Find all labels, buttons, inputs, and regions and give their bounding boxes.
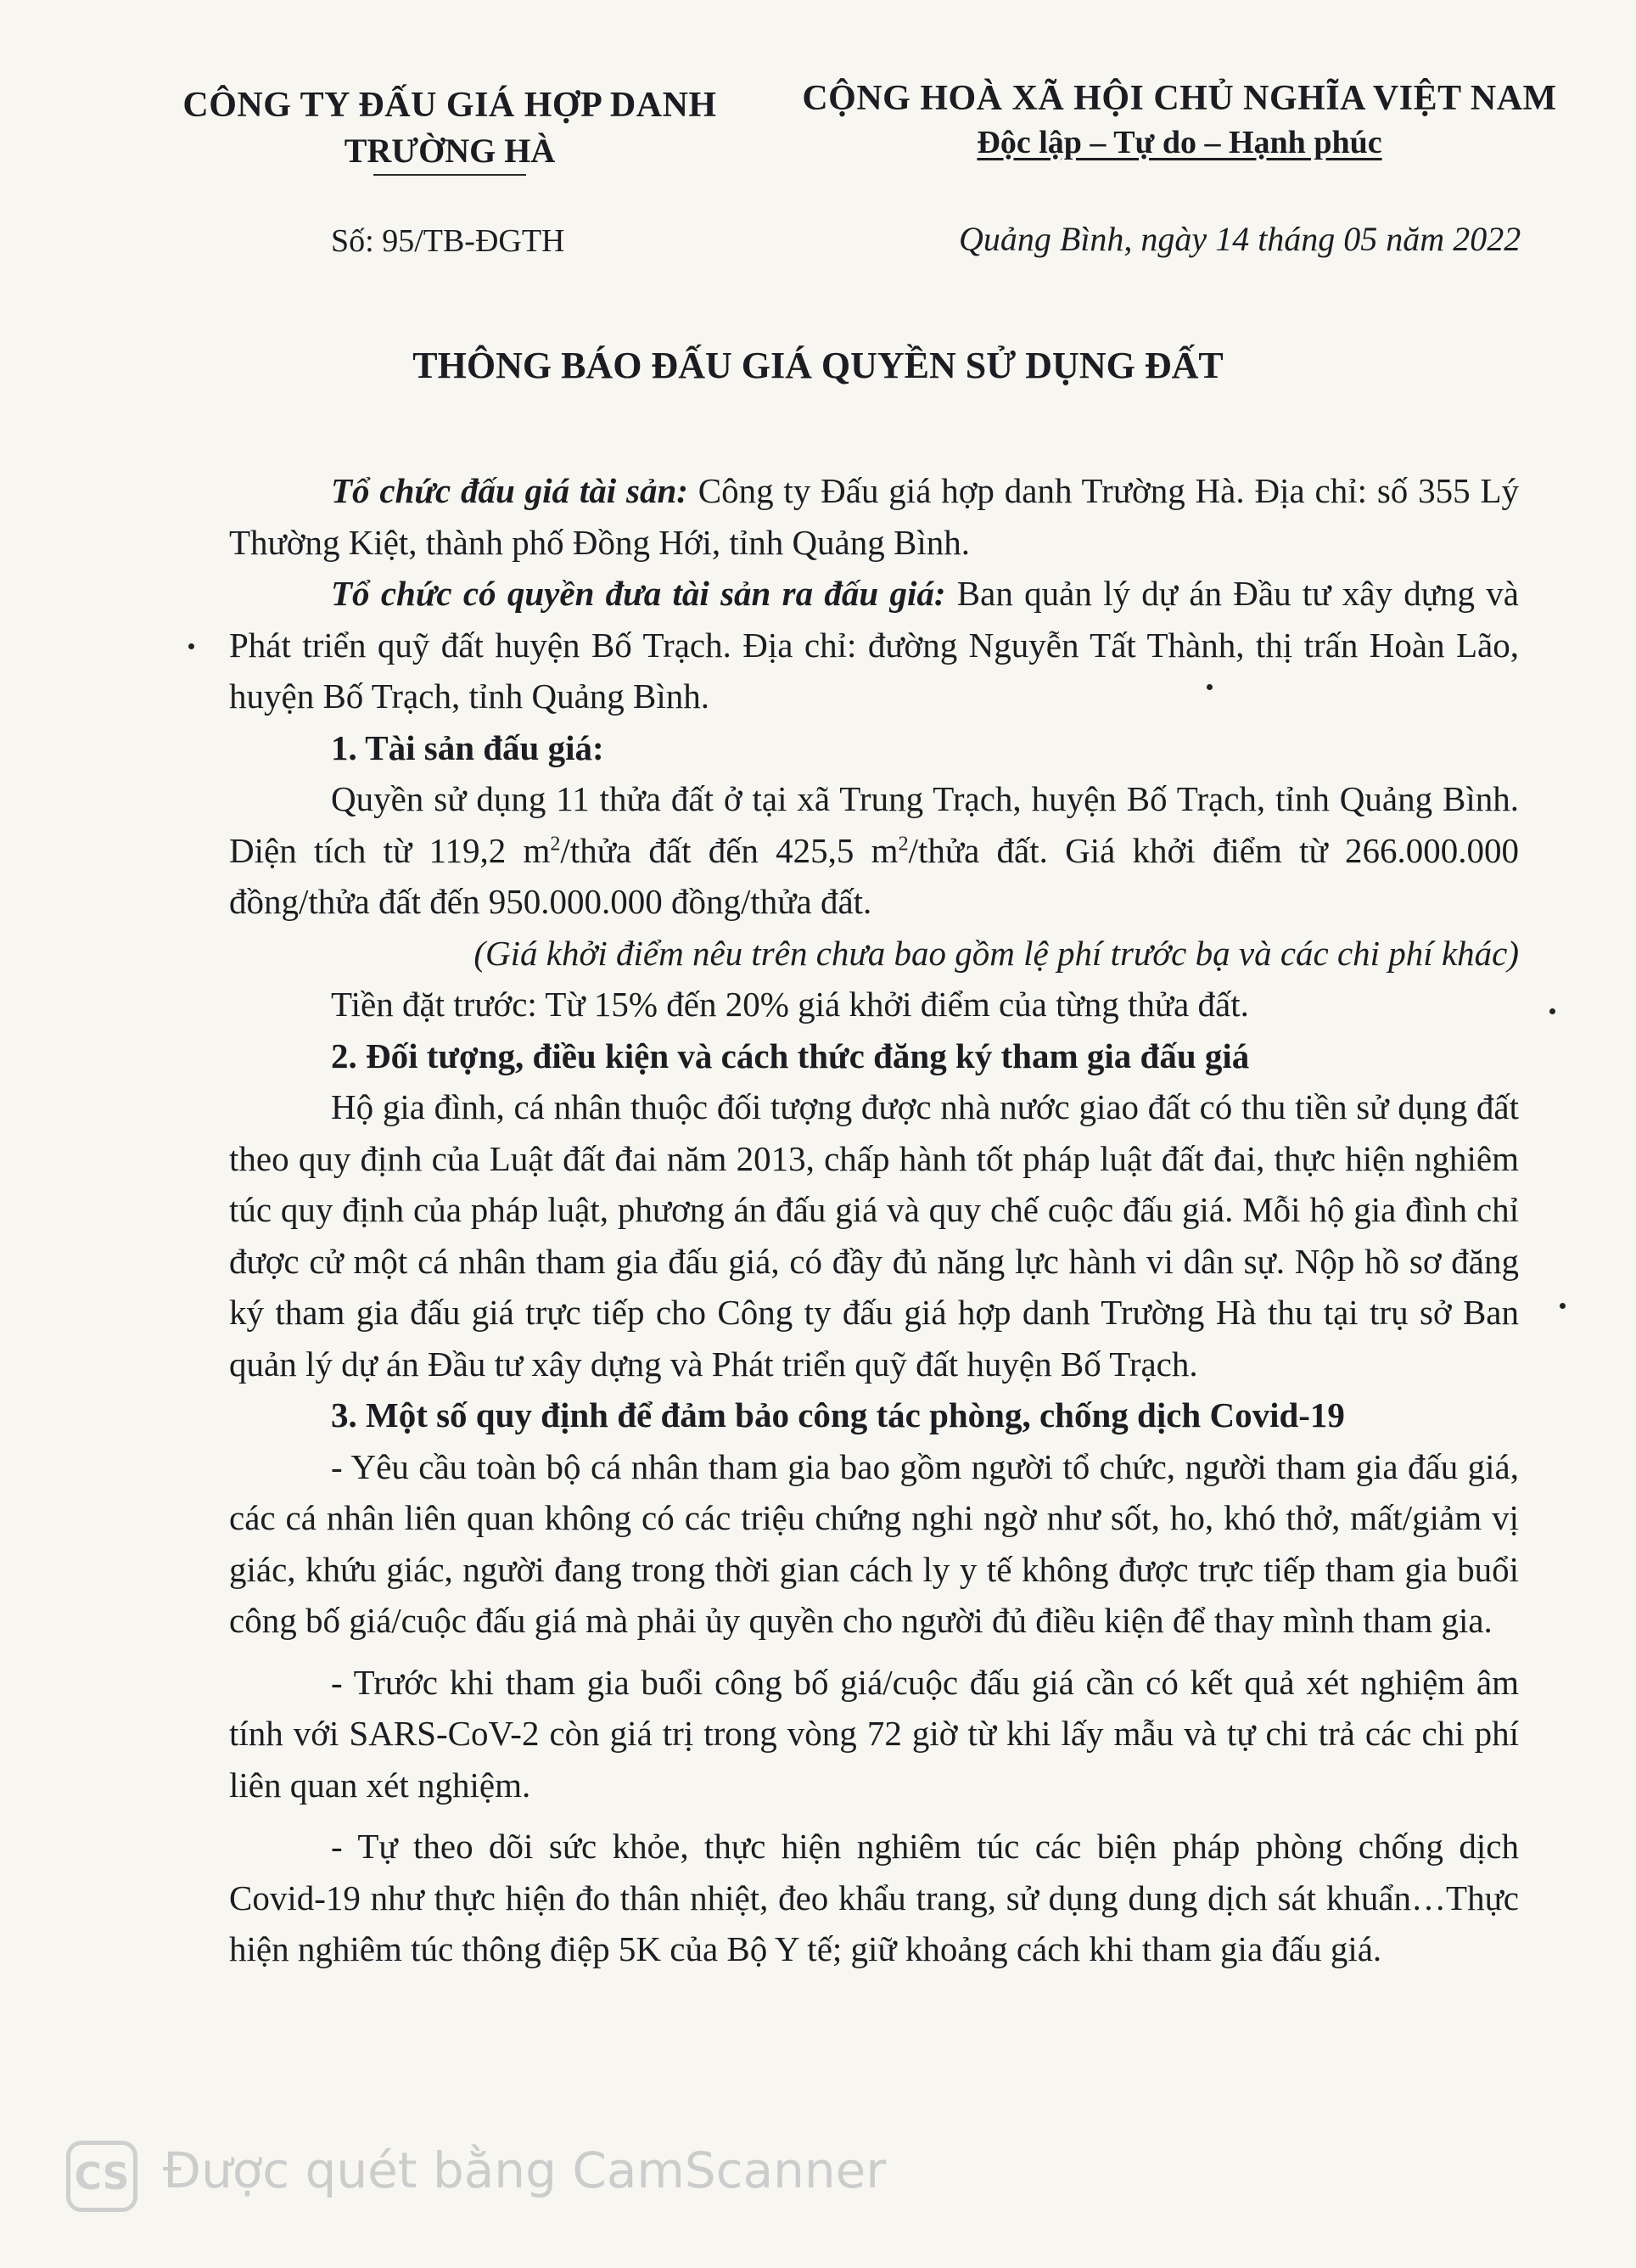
org-underline <box>373 174 526 176</box>
camscanner-logo-icon: CS <box>66 2141 137 2212</box>
section-1-deposit: Tiền đặt trước: Từ 15% đến 20% giá khởi điểm của từng thửa đất. <box>331 985 1249 1024</box>
superscript: 2 <box>898 832 909 855</box>
asset-text-b: /thửa đất đến 425,5 m <box>560 830 899 870</box>
section-3-bullet-3: - Tự theo dõi sức khỏe, thực hiện nghiêm túc các biện pháp phòng chống dịch Covid-19 như thực hiện đo thân nhiệt, đeo khẩu trang, sử dụng dung dịch sát khuẩn…Thực hiện nghiêm túc thông điệp 5K của Bộ Y tế; giữ khoảng cách khi tham gia đấu giá. <box>229 1827 1519 1968</box>
section-1-price-note: (Giá khởi điểm nêu trên chưa bao gồm lệ phí trước bạ và các chi phí khác) <box>473 933 1519 973</box>
document-number: Số: 95/TB-ĐGTH <box>331 223 565 259</box>
paragraph-label: Tổ chức có quyền đưa tài sản ra đấu giá: <box>331 574 946 613</box>
org-name-line2: TRƯỜNG HÀ <box>344 132 556 170</box>
place-date: Quảng Bình, ngày 14 tháng 05 năm 2022 <box>959 220 1521 258</box>
section-1-asset-description <box>229 773 1519 928</box>
scan-speck <box>188 643 194 649</box>
nation-name: CỘNG HOÀ XÃ HỘI CHỦ NGHĨA VIỆT NAM <box>802 79 1557 118</box>
issuing-organization <box>144 85 755 176</box>
paragraph-text: Ban quản lý dự án Đầu tư xây dựng và Phát triển quỹ đất huyện Bố Trạch. Địa chỉ: đường Nguyễn Tất Thành, thị trấn Hoàn Lão, huyện Bố Trạch, tỉnh Quảng Bình. <box>229 574 1519 716</box>
section-2-text: Hộ gia đình, cá nhân thuộc đối tượng được nhà nước giao đất có thu tiền sử dụng đất theo quy định của Luật đất đai năm 2013, chấp hành tốt pháp luật đất đai, thực hiện nghiêm túc quy định của pháp luật, phương án đấu giá và quy chế cuộc đấu giá. Mỗi hộ gia đình chỉ được cử một cá nhân tham gia đấu giá, có đầy đủ năng lực hành vi dân sự. Nộp hồ sơ đăng ký tham gia đấu giá trực tiếp cho Công ty đấu giá hợp danh Trường Hà thu tại trụ sở Ban quản lý dự án Đầu tư xây dựng và Phát triển quỹ đất huyện Bố Trạch. <box>229 1087 1519 1384</box>
scan-speck <box>1549 1008 1555 1014</box>
asset-text-c: /thửa đất. Giá khởi điểm từ 266.000.000 đồng/thửa đất đến 950.000.000 đồng/thửa đất. <box>229 830 1519 921</box>
paragraph-asset-owner <box>229 568 1519 722</box>
section-1-heading: 1. Tài sản đấu giá: <box>331 727 604 767</box>
scan-speck <box>1207 684 1213 690</box>
section-3-heading: 3. Một số quy định để đảm bảo công tác phòng, chống dịch Covid-19 <box>331 1395 1345 1434</box>
scan-speck <box>1560 1303 1566 1309</box>
section-3-bullet-2: - Trước khi tham gia buổi công bố giá/cuộc đấu giá cần có kết quả xét nghiệm âm tính với SARS-CoV-2 còn giá trị trong vòng 72 giờ từ khi lấy mẫu và tự chi trả các chi phí liên quan xét nghiệm. <box>229 1662 1519 1805</box>
motto: Độc lập – Tự do – Hạnh phúc <box>977 125 1382 160</box>
paragraph-label: Tổ chức đấu giá tài sản: <box>331 471 688 510</box>
section-3-bullet-1: - Yêu cầu toàn bộ cá nhân tham gia bao gồm người tổ chức, người tham gia đấu giá, các cá nhân liên quan không có các triệu chứng nghi ngờ như sốt, ho, khó thở, mất/giảm vị giác, khứu giác, người đang trong thời gian cách ly y tế không được trực tiếp tham gia buổi công bố giá/cuộc đấu giá mà phải ủy quyền cho người đủ điều kiện để thay mình tham gia. <box>229 1446 1519 1640</box>
document-title: THÔNG BÁO ĐẤU GIÁ QUYỀN SỬ DỤNG ĐẤT <box>412 345 1224 386</box>
superscript: 2 <box>550 832 561 855</box>
scanner-watermark-text: Được quét bằng CamScanner <box>163 2142 887 2199</box>
paragraph-text: Công ty Đấu giá hợp danh Trường Hà. Địa chỉ: số 355 Lý Thường Kiệt, thành phố Đồng Hới, tỉnh Quảng Bình. <box>229 471 1519 562</box>
national-motto <box>781 78 1578 161</box>
document-body <box>229 465 1519 1975</box>
paragraph-auction-organization <box>229 465 1519 568</box>
section-2-heading: 2. Đối tượng, điều kiện và cách thức đăng ký tham gia đấu giá <box>331 1036 1250 1075</box>
org-name-line1: CÔNG TY ĐẤU GIÁ HỢP DANH <box>182 86 717 125</box>
asset-text-a: Quyền sử dụng 11 thửa đất ở tại xã Trung Trạch, huyện Bố Trạch, tỉnh Quảng Bình. Diện tích từ 119,2 m <box>229 779 1519 870</box>
